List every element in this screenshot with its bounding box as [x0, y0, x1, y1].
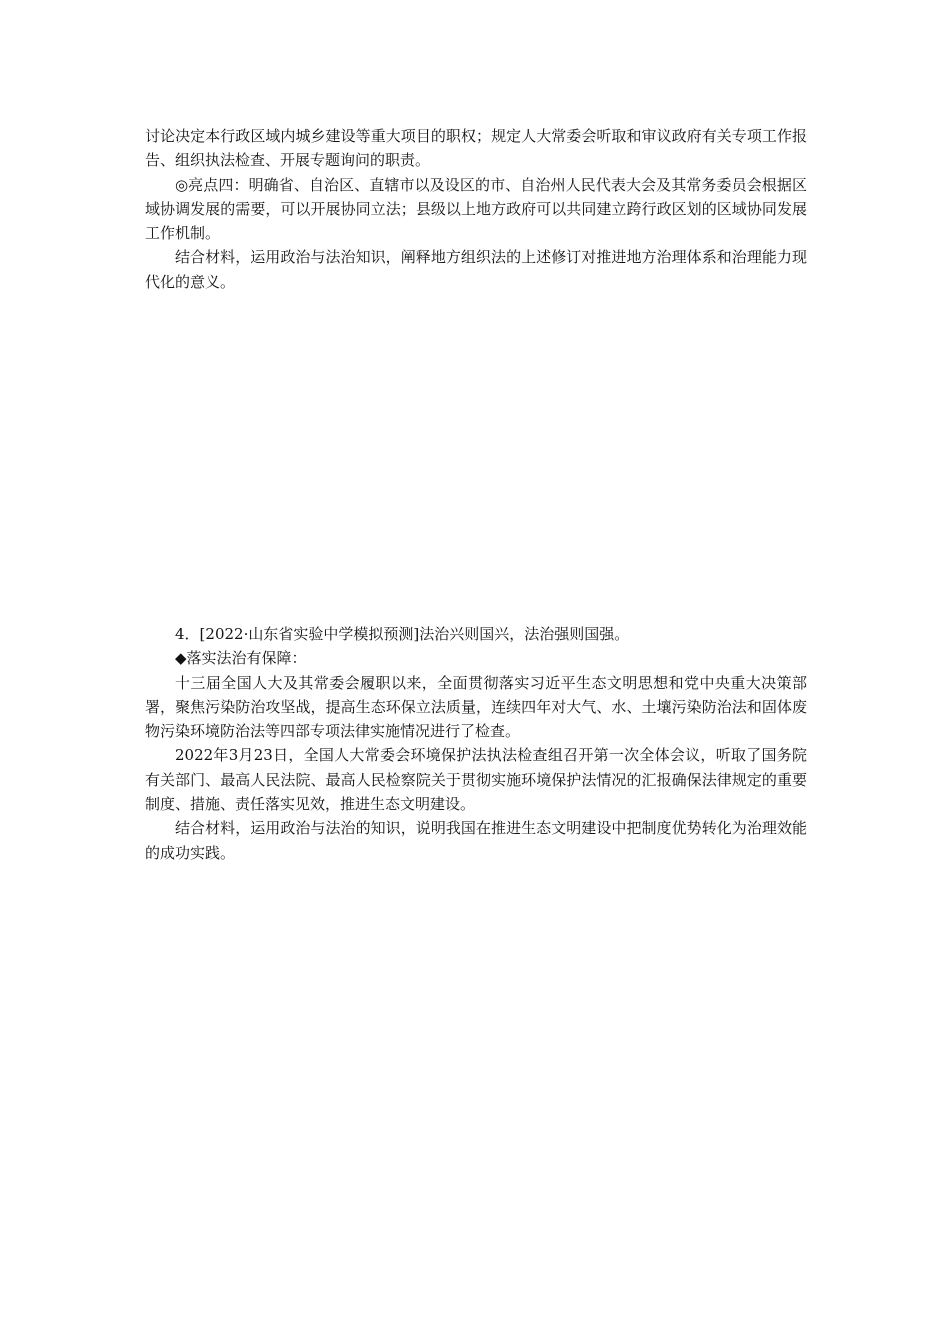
top-paragraph-continued: 讨论决定本行政区域内城乡建设等重大项目的职权；规定人大常委会听取和审议政府有关专项工作报告、组织执法检查、开展专题询问的职责。: [145, 127, 807, 170]
highlight-four-paragraph: ◎亮点四：明确省、自治区、直辖市以及设区的市、自治州人民代表大会及其常务委员会根据区域协调发展的需要，可以开展协同立法；县级以上地方政府可以共同建立跨行政区划的区域协同发展工作机制。: [145, 175, 807, 243]
question-4-material-paragraph-1: 十三届全国人大及其常委会履职以来，全面贯彻落实习近平生态文明思想和党中央重大决策部署，聚焦污染防治攻坚战，提高生态环保立法质量，连续四年对大气、水、土壤污染防治法和固体废物污染环境防治法等四部专项法律实施情况进行了检查。: [145, 673, 807, 741]
question-4-subheading: ◆落实法治有保障：: [175, 649, 307, 668]
top-question-prompt: 结合材料，运用政治与法治知识，阐释地方组织法的上述修订对推进地方治理体系和治理能力现代化的意义。: [145, 248, 807, 291]
question-4-prompt: 结合材料，运用政治与法治的知识，说明我国在推进生态文明建设中把制度优势转化为治理效能的成功实践。: [145, 819, 807, 862]
top-section: [145, 124, 807, 294]
question-4-material-paragraph-2: 2022年3月23日，全国人大常委会环境保护法执法检查组召开第一次全体会议，听取了国务院有关部门、最高人民法院、最高人民检察院关于贯彻实施环境保护法情况的汇报确保法律规定的重要制度、措施、责任落实见效，推进生态文明建设。: [145, 746, 807, 814]
question-4-heading: 4．[2022·山东省实验中学模拟预测]法治兴则国兴，法治强则国强。: [175, 625, 630, 643]
question-4-section: [145, 622, 807, 865]
